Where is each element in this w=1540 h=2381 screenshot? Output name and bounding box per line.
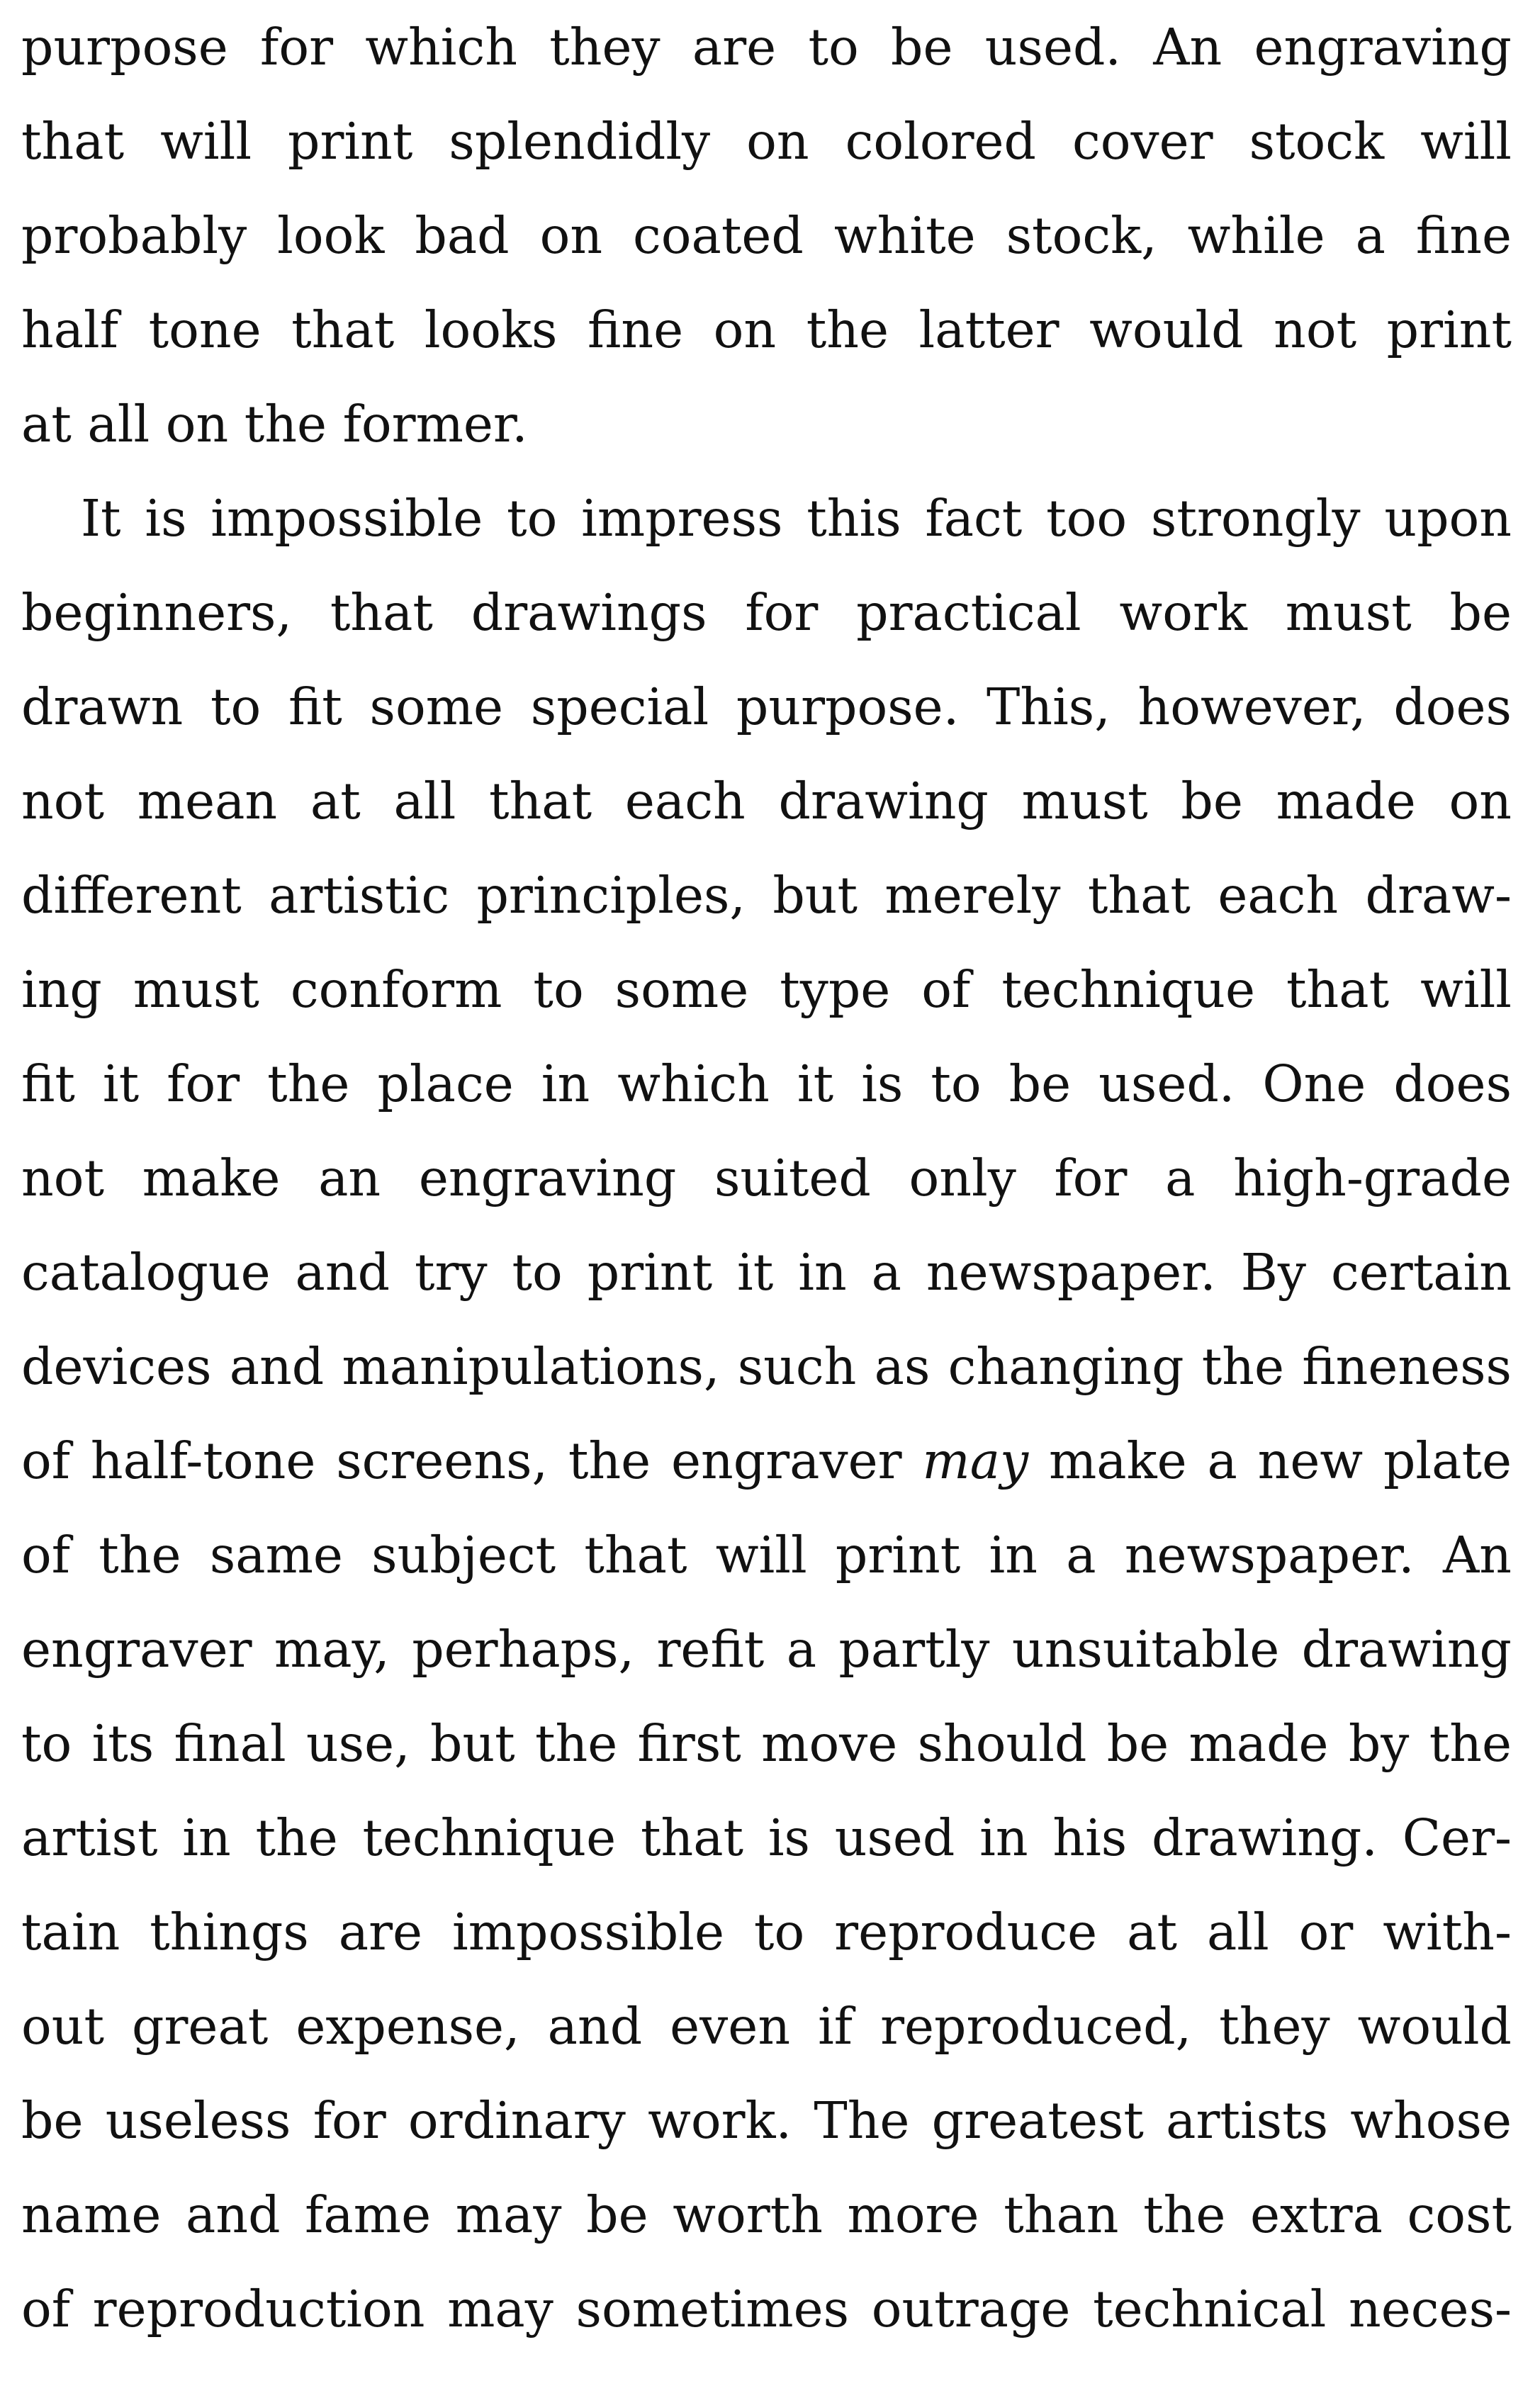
text-line: ing must conform to some type of technique that will <box>21 960 1512 1019</box>
text-line: drawn to fit some special purpose. This, however, does <box>21 677 1512 736</box>
emphasized-text: may <box>922 1431 1029 1490</box>
text-line: purpose for which they are to be used. An engraving <box>21 18 1512 77</box>
text-segment: make a new plate <box>1028 1431 1512 1490</box>
text-line: fit it for the place in which it is to be used. One does <box>21 1054 1512 1113</box>
book-page <box>21 0 1512 2381</box>
text-line: beginners, that drawings for practical work must be <box>21 583 1512 642</box>
text-line: tain things are impossible to reproduce at all or with- <box>21 1903 1512 1961</box>
text-line: not mean at all that each drawing must be made on <box>21 772 1512 831</box>
text-line: to its final use, but the first move should be made by the <box>21 1714 1512 1773</box>
text-line: of reproduction may sometimes outrage technical neces- <box>21 2280 1512 2338</box>
text-line: name and fame may be worth more than the extra cost <box>21 2185 1512 2244</box>
text-segment: of half-tone screens, the engraver <box>21 1431 923 1490</box>
text-line: at all on the former. <box>21 395 528 454</box>
text-line: be useless for ordinary work. The greatest artists whose <box>21 2091 1512 2150</box>
text-line: of the same subject that will print in a newspaper. An <box>21 1526 1512 1584</box>
text-line: half tone that looks fine on the latter would not print <box>21 300 1512 359</box>
text-line: It is impossible to impress this fact too strongly upon <box>81 489 1512 548</box>
text-line: different artistic principles, but merely that each draw- <box>21 866 1512 925</box>
text-line: artist in the technique that is used in his drawing. Cer- <box>21 1808 1512 1867</box>
text-line: probably look bad on coated white stock, while a fine <box>21 206 1512 265</box>
text-line <box>21 1414 1512 1508</box>
text-line: out great expense, and even if reproduced, they would <box>21 1997 1512 2056</box>
text-line: that will print splendidly on colored cover stock will <box>21 112 1512 171</box>
text-line: catalogue and try to print it in a newspaper. By certain <box>21 1243 1512 1302</box>
text-line: engraver may, perhaps, refit a partly unsuitable drawing <box>21 1620 1512 1679</box>
text-line: not make an engraving suited only for a high-grade <box>21 1149 1512 1208</box>
text-line: devices and manipulations, such as changing the fineness <box>21 1337 1512 1396</box>
